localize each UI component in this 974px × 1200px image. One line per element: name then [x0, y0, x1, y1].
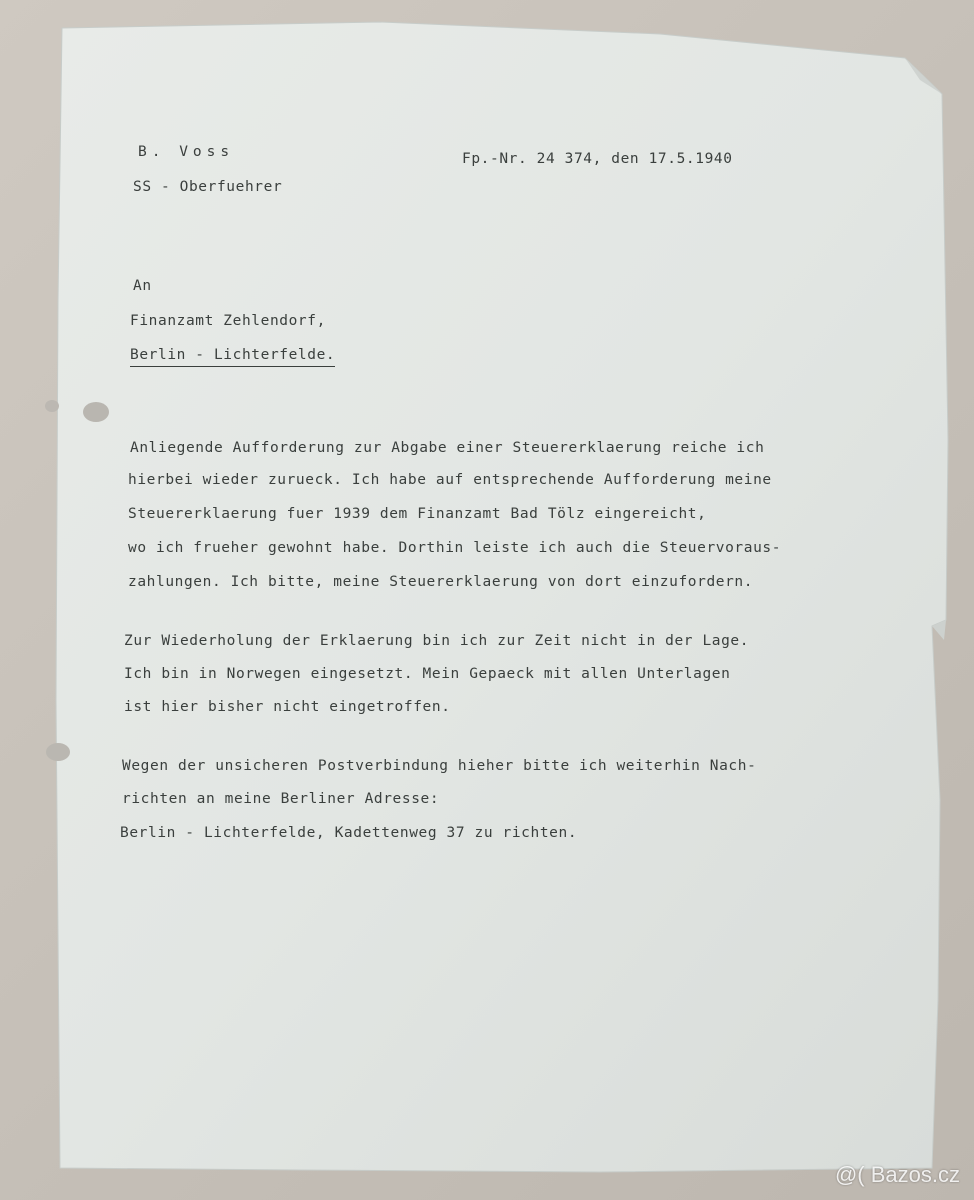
- site-watermark: @( Bazos.cz: [834, 1162, 960, 1187]
- sender-rank: SS - Oberfuehrer: [133, 179, 283, 195]
- body-line: hierbei wieder zurueck. Ich habe auf entsprechende Aufforderung meine: [128, 472, 772, 488]
- body-line: wo ich frueher gewohnt habe. Dorthin leiste ich auch die Steuervoraus-: [128, 540, 782, 556]
- body-line: Wegen der unsicheren Postverbindung hieher bitte ich weiterhin Nach-: [122, 758, 757, 774]
- recipient-city: Berlin - Lichterfelde.: [130, 348, 335, 367]
- body-line: Berlin - Lichterfelde, Kadettenweg 37 zu richten.: [120, 825, 578, 841]
- body-line: zahlungen. Ich bitte, meine Steuererklaerung von dort einzufordern.: [128, 574, 754, 590]
- body-line: Ich bin in Norwegen eingesetzt. Mein Gepaeck mit allen Unterlagen: [124, 666, 731, 682]
- body-line: Steuererklaerung fuer 1939 dem Finanzamt Bad Tölz eingereicht,: [128, 506, 707, 522]
- recipient-office: Finanzamt Zehlendorf,: [130, 313, 326, 329]
- body-line: richten an meine Berliner Adresse:: [122, 791, 440, 807]
- recipient-salutation: An: [133, 278, 152, 294]
- reference-date: Fp.-Nr. 24 374, den 17.5.1940: [462, 151, 733, 167]
- sender-name: B. Voss: [138, 144, 235, 160]
- body-line: Zur Wiederholung der Erklaerung bin ich zur Zeit nicht in der Lage.: [124, 633, 750, 649]
- body-line: ist hier bisher nicht eingetroffen.: [124, 699, 451, 715]
- body-line: Anliegende Aufforderung zur Abgabe einer Steuererklaerung reiche ich: [130, 440, 765, 456]
